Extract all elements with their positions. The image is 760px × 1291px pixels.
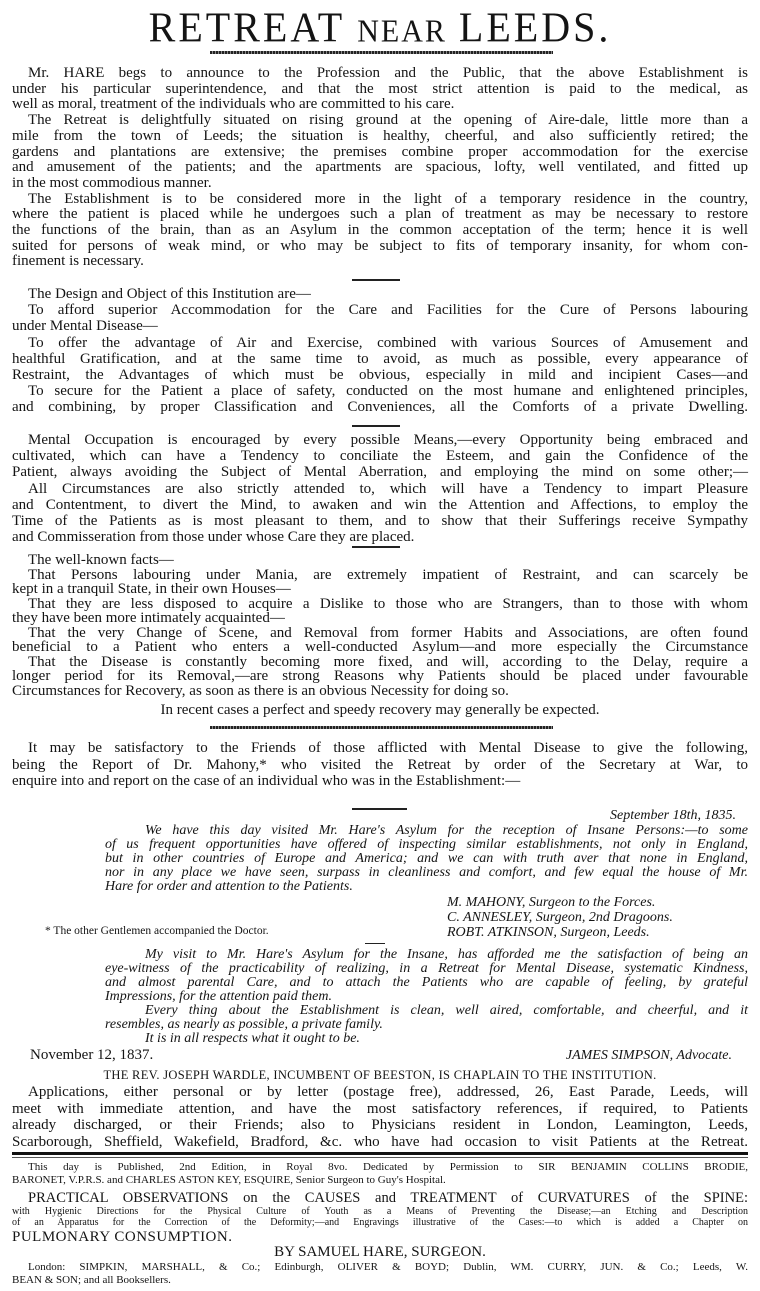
simpson-signature: JAMES SIMPSON, Advocate. (565, 1048, 732, 1063)
report-intro (12, 740, 748, 790)
text-line: All Circumstances are also strictly attended to, which will have a Tendency to impart Pleasure (28, 480, 748, 497)
facts-section (12, 553, 748, 698)
text-line: BARONET, V.P.R.S. and CHARLES ASTON KEY, ESQUIRE, Senior Surgeon to Guy's Hospital. (12, 1174, 446, 1186)
paragraph (12, 432, 748, 481)
text-line: We have this day visited Mr. Hare's Asylum for the reception of Insane Persons:—to some (145, 823, 748, 838)
paragraph (12, 553, 748, 568)
text-line: but in other countries of Europe and America; and we can with truth aver that none in England, (105, 851, 748, 866)
text-line: they have been more intimately acquainted— (12, 610, 285, 626)
text-line: The Design and Object of this Institution are— (28, 286, 311, 302)
text-line: gardens and plantations are extensive; the premises combine proper accommodation for the exercise (12, 143, 748, 160)
paragraph (105, 1032, 748, 1046)
text-line: under his particular superintendence, and that the most strict attention is paid to the medical, as (12, 80, 748, 97)
text-line: My visit to Mr. Hare's Asylum for the Insane, has afforded me the satisfaction of being an (145, 947, 748, 962)
paragraph (12, 568, 748, 597)
text-line: Patient, always avoiding the Subject of Mental Aberration, and employing the mind on some other;— (12, 464, 748, 481)
text-line: in the most commodious manner. (12, 174, 212, 191)
text-line: already discharged, or their Friends; also to Physicians resident in London, Leamington, Leeds, (12, 1117, 748, 1133)
text-line: Impressions, for the attention paid them. (105, 989, 332, 1004)
text-line: eye-witness of the practicability of realizing, in a Retreat for Mental Disease, systematic Kindness, (105, 961, 748, 976)
simpson-body (105, 948, 748, 1046)
intro-section (12, 66, 748, 270)
text-line: being the Report of Dr. Mahony,* who visited the Retreat by order of the Secretary at War, to (12, 756, 748, 773)
text-line: kept in a tranquil State, in their own Houses— (12, 581, 291, 597)
paragraph (12, 192, 748, 271)
page-title (0, 5, 760, 55)
text-line: BEAN & SON; and all Booksellers. (12, 1274, 171, 1286)
paragraph (12, 335, 748, 384)
text-line: suited for persons of weak mind, or who may be subject to fits of temporary insanity, for whom con- (12, 237, 748, 254)
book-title: PRACTICAL OBSERVATIONS on the CAUSES and TREATMENT of CURVATURES of the SPINE: (28, 1190, 748, 1206)
paragraph (12, 302, 748, 334)
title-word: RETREAT (148, 3, 346, 52)
chaplain-notice: THE REV. JOSEPH WARDLE, INCUMBENT OF BEESTON, IS CHAPLAIN TO THE INSTITUTION. (103, 1068, 657, 1082)
text-line: Restraint, the Advantages of which must be obvious, especially in mild and incipient Cases—and (12, 367, 748, 384)
text-line: London: SIMPKIN, MARSHALL, & Co.; Edinburgh, OLIVER & BOYD; Dublin, WM. CURRY, JUN. & Co.; Leeds, W. (28, 1261, 748, 1273)
text-line: That the Disease is constantly becoming more fixed, and will, according to the Delay, require a (28, 653, 748, 670)
signature: M. MAHONY, Surgeon to the Forces. (447, 895, 656, 910)
text-line: mile from the town of Leeds; the situation is healthy, cheerful, and also sufficiently retired; the (12, 127, 748, 144)
text-line: To offer the advantage of Air and Exercise, combined with various Sources of Amusement and (28, 334, 748, 351)
dotted-divider (210, 726, 553, 729)
text-line: cultivated, which can have a Tendency to conciliate the Esteem, and gain the Confidence of the (12, 448, 748, 465)
text-line: and Commisseration from those under whose Care they are placed. (12, 529, 415, 546)
simpson-date: November 12, 1837. (30, 1047, 154, 1063)
recovery-note: In recent cases a perfect and speedy recovery may generally be expected. (160, 702, 600, 718)
book-author: BY SAMUEL HARE, SURGEON. (274, 1244, 486, 1260)
footnote: * The other Gentlemen accompanied the Doctor. (45, 925, 269, 937)
text-line: longer period for its Removal,—are strong Reasons why Patients should be placed under favourable (12, 668, 748, 684)
text-line: That the very Change of Scene, and Removal from former Habits and Associations, are often found (28, 624, 748, 641)
text-line: meet with immediate attention, and have the most satisfactory references, if required, to Patients (12, 1100, 748, 1117)
book-publishers (12, 1261, 748, 1287)
applications-section (12, 1084, 748, 1150)
text-line: It may be satisfactory to the Friends of those afflicted with Mental Disease to give the following, (28, 740, 748, 756)
text-line: Time of the Patients as is most pleasant to them, and to show that their Sufferings receive Sympathy (12, 513, 748, 530)
thick-divider (12, 1152, 748, 1155)
text-line: Hare for order and attention to the Patients. (105, 879, 353, 894)
paragraph (12, 66, 748, 113)
book-title-end: PULMONARY CONSUMPTION. (12, 1229, 233, 1245)
text-line: That they are less disposed to acquire a Dislike to those who are Strangers, than to those with whom (28, 595, 748, 612)
text-line: of an Apparatus for the Correction of the Deformity;—and Engravings illustrative of the Cases:—to which is added a Chapter on (12, 1216, 748, 1228)
text-line: and Contentment, to divert the Mind, to awaken and win the Attention and Affections, to employ the (12, 496, 748, 513)
signature: ROBT. ATKINSON, Surgeon, Leeds. (447, 925, 650, 940)
paragraph (12, 740, 748, 790)
text-line: under Mental Disease— (12, 318, 158, 335)
divider (352, 546, 400, 548)
title-word: NEAR (357, 14, 447, 49)
text-line: well as moral, treatment of the individuals who are committed to his care. (12, 96, 455, 113)
thin-divider (12, 1157, 748, 1158)
book-subtitle (12, 1207, 748, 1228)
dotted-divider (210, 51, 553, 54)
text-line: The well-known facts— (28, 552, 174, 568)
report-body (105, 824, 748, 894)
text-line: and combining, by proper Classification and Conveniences, all the Comforts of a private Dwelling. (12, 399, 748, 416)
text-line: The Establishment is to be considered more in the light of a temporary residence in the country, (28, 190, 748, 207)
signature: C. ANNESLEY, Surgeon, 2nd Dragoons. (447, 910, 673, 925)
text-line: nor in any place we have seen, surpass in cleanliness and comfort, and few equal the house of Mr. (105, 865, 748, 880)
text-line: Mental Occupation is encouraged by every possible Means,—every Opportunity being embraced and (28, 432, 748, 448)
divider (352, 279, 400, 281)
text-line: To afford superior Accommodation for the Care and Facilities for the Cure of Persons labouring (28, 302, 748, 319)
text-line: finement is necessary. (12, 253, 144, 270)
text-line: resembles, as nearly as possible, a private family. (105, 1017, 383, 1032)
text-line: The Retreat is delightfully situated on rising ground at the opening of Aire-dale, little more than a (28, 112, 748, 129)
paragraph (12, 286, 748, 302)
divider (352, 425, 400, 427)
paragraph (12, 655, 748, 699)
paragraph (105, 1004, 748, 1032)
report-date: September 18th, 1835. (610, 808, 736, 823)
occupation-section (12, 432, 748, 545)
design-section (12, 286, 748, 416)
paragraph (12, 597, 748, 626)
text-line: and amusement of the patients; and the apartments are spacious, lofty, well ventilated, and fitted up (12, 159, 748, 176)
paragraph (12, 1084, 748, 1150)
text-line: That Persons labouring under Mania, are extremely impatient of Restraint, and can scarcely be (28, 566, 748, 583)
text-line: enquire into and report on the case of an individual who was in the Establishment:— (12, 773, 521, 789)
text-line: Mr. HARE begs to announce to the Profession and the Public, that the above Establishment is (28, 65, 748, 81)
text-line: the functions of the brain, than as an Asylum in the common acceptation of the term; hence it is well (12, 222, 748, 239)
text-line: Applications, either personal or by letter (postage free), addressed, 26, East Parade, Leeds, will (28, 1084, 748, 1100)
text-line: with Hygienic Directions for the Physical Culture of Youth as a Means of Preventing the Disease;—an Etching and Description (12, 1206, 748, 1217)
book-announcement (12, 1161, 748, 1187)
paragraph (105, 824, 748, 894)
text-line: of us frequent opportunities have offered of inspecting similar establishments, not only in England, (105, 837, 748, 852)
text-line: healthful Gratification, and at the same time to avoid, as much as possible, every appearance of (12, 350, 748, 367)
paragraph (12, 481, 748, 546)
text-line: This day is Published, 2nd Edition, in Royal 8vo. Dedicated by Permission to SIR BENJAMIN COLLINS BRODIE, (28, 1161, 748, 1173)
paragraph (105, 948, 748, 1004)
paragraph (12, 626, 748, 655)
text-line: Every thing about the Establishment is clean, well aired, comfortable, and cheerful, and it (145, 1003, 748, 1018)
text-line: It is in all respects what it ought to be. (145, 1031, 360, 1046)
paragraph (12, 1161, 748, 1187)
report-signatures (447, 895, 673, 940)
paragraph (12, 1261, 748, 1287)
text-line: beneficial to a Patient who enters a well-conducted Asylum—and more especially the Circumstance (12, 639, 748, 655)
paragraph (12, 383, 748, 415)
paragraph (12, 113, 748, 192)
text-line: Circumstances for Recovery, as soon as there is an obvious Necessity for doing so. (12, 682, 509, 699)
text-line: where the patient is placed while he undergoes such a plan of treatment as may be necessary to restore (12, 206, 748, 223)
title-word: LEEDS. (458, 3, 612, 52)
text-line: and almost parental Care, and to attach the Patients who are capable of feeling, by grateful (105, 975, 748, 990)
divider (365, 943, 385, 944)
text-line: To secure for the Patient a place of safety, conducted on the most humane and enlightened principles, (28, 383, 748, 400)
text-line: Scarborough, Sheffield, Wakefield, Bradford, &c. who have had occasion to visit Patients at the Retreat. (12, 1133, 748, 1150)
